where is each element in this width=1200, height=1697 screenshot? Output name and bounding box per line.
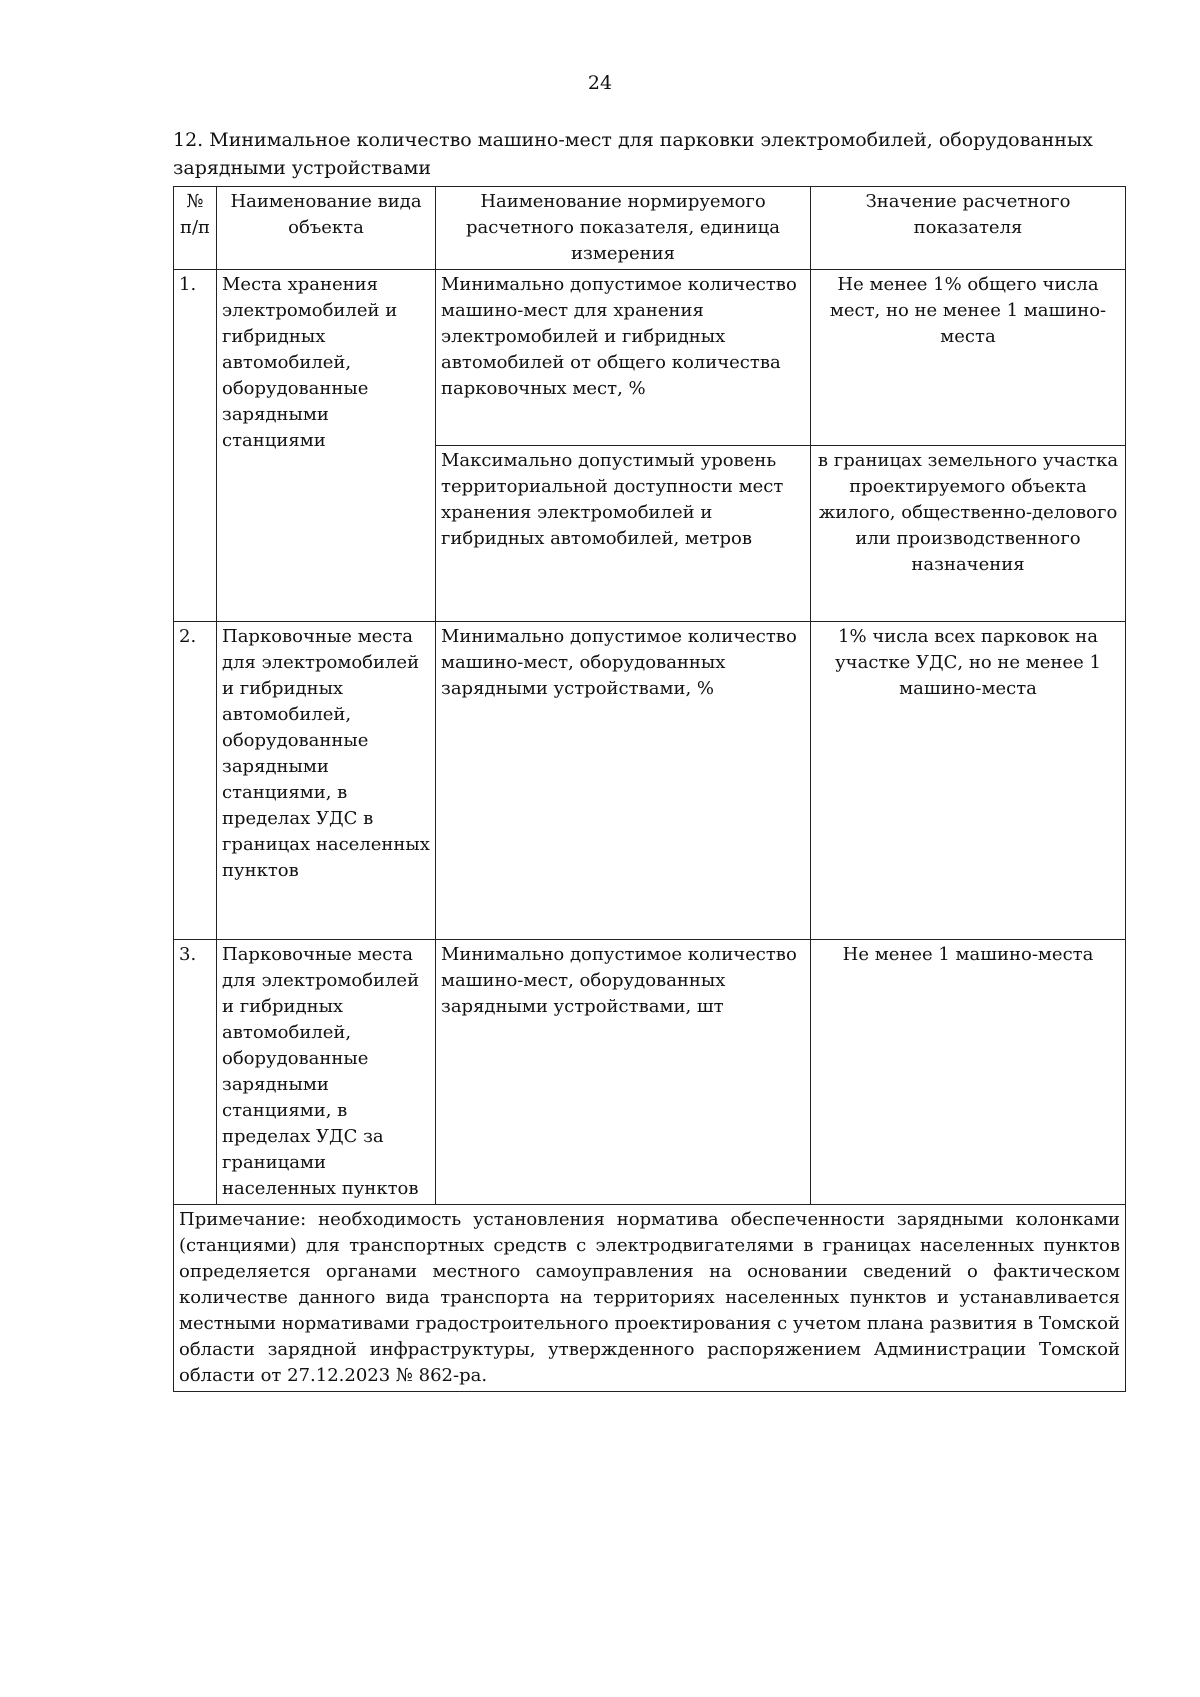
- table-header-row: [174, 187, 1126, 270]
- table-row: [174, 622, 1126, 940]
- table-row: [174, 940, 1126, 1205]
- norms-table: [173, 186, 1126, 1392]
- header-number: № п/п: [174, 187, 217, 270]
- row-indicator-value: Не менее 1 машино-места: [811, 940, 1126, 1205]
- row-number: 3.: [174, 940, 217, 1205]
- page-number: 24: [587, 72, 613, 94]
- row-indicator-value: 1% числа всех парковок на участке УДС, но не менее 1 машино-места: [811, 622, 1126, 940]
- row-indicator-name: Максимально допустимый уровень территориальной доступности мест хранения электромобилей и гибридных автомобилей, метров: [436, 446, 811, 622]
- row-object-type: Места хранения электромобилей и гибридных автомобилей, оборудованные зарядными станциями: [217, 270, 436, 622]
- row-number: 1.: [174, 270, 217, 622]
- header-object-type: Наименование вида объекта: [217, 187, 436, 270]
- row-indicator-name: Минимально допустимое количество машино-мест, оборудованных зарядными устройствами, %: [436, 622, 811, 940]
- row-indicator-value: в границах земельного участка проектируемого объекта жилого, общественно-делового или производственного назначения: [811, 446, 1126, 622]
- header-indicator-value: Значение расчетного показателя: [811, 187, 1126, 270]
- row-indicator-name: Минимально допустимое количество машино-мест, оборудованных зарядными устройствами, шт: [436, 940, 811, 1205]
- row-object-type: Парковочные места для электромобилей и гибридных автомобилей, оборудованные зарядными станциями, в пределах УДС в границах населенных пунктов: [217, 622, 436, 940]
- row-object-type: Парковочные места для электромобилей и гибридных автомобилей, оборудованные зарядными станциями, в пределах УДС за границами населенных пунктов: [217, 940, 436, 1205]
- table-row: [174, 270, 1126, 446]
- note-row: [174, 1205, 1126, 1392]
- header-indicator-name: Наименование нормируемого расчетного показателя, единица измерения: [436, 187, 811, 270]
- row-number: 2.: [174, 622, 217, 940]
- row-indicator-value: Не менее 1% общего числа мест, но не менее 1 машино-места: [811, 270, 1126, 446]
- table-note: Примечание: необходимость установления норматива обеспеченности зарядными колонками (станциями) для транспортных средств с электродвигателями в границах населенных пунктов определяется органами местного самоуправления на основании сведений о фактическом количестве данного вида транспорта на территориях населенных пунктов и устанавливается местными нормативами градостроительного проектирования с учетом плана развития в Томской области зарядной инфраструктуры, утвержденного распоряжением Администрации Томской области от 27.12.2023 № 862-ра.: [174, 1205, 1126, 1392]
- row-indicator-name: Минимально допустимое количество машино-мест для хранения электромобилей и гибридных автомобилей от общего количества парковочных мест, %: [436, 270, 811, 446]
- section-title: 12. Минимальное количество машино-мест для парковки электромобилей, оборудованных зарядными устройствами: [173, 129, 1093, 179]
